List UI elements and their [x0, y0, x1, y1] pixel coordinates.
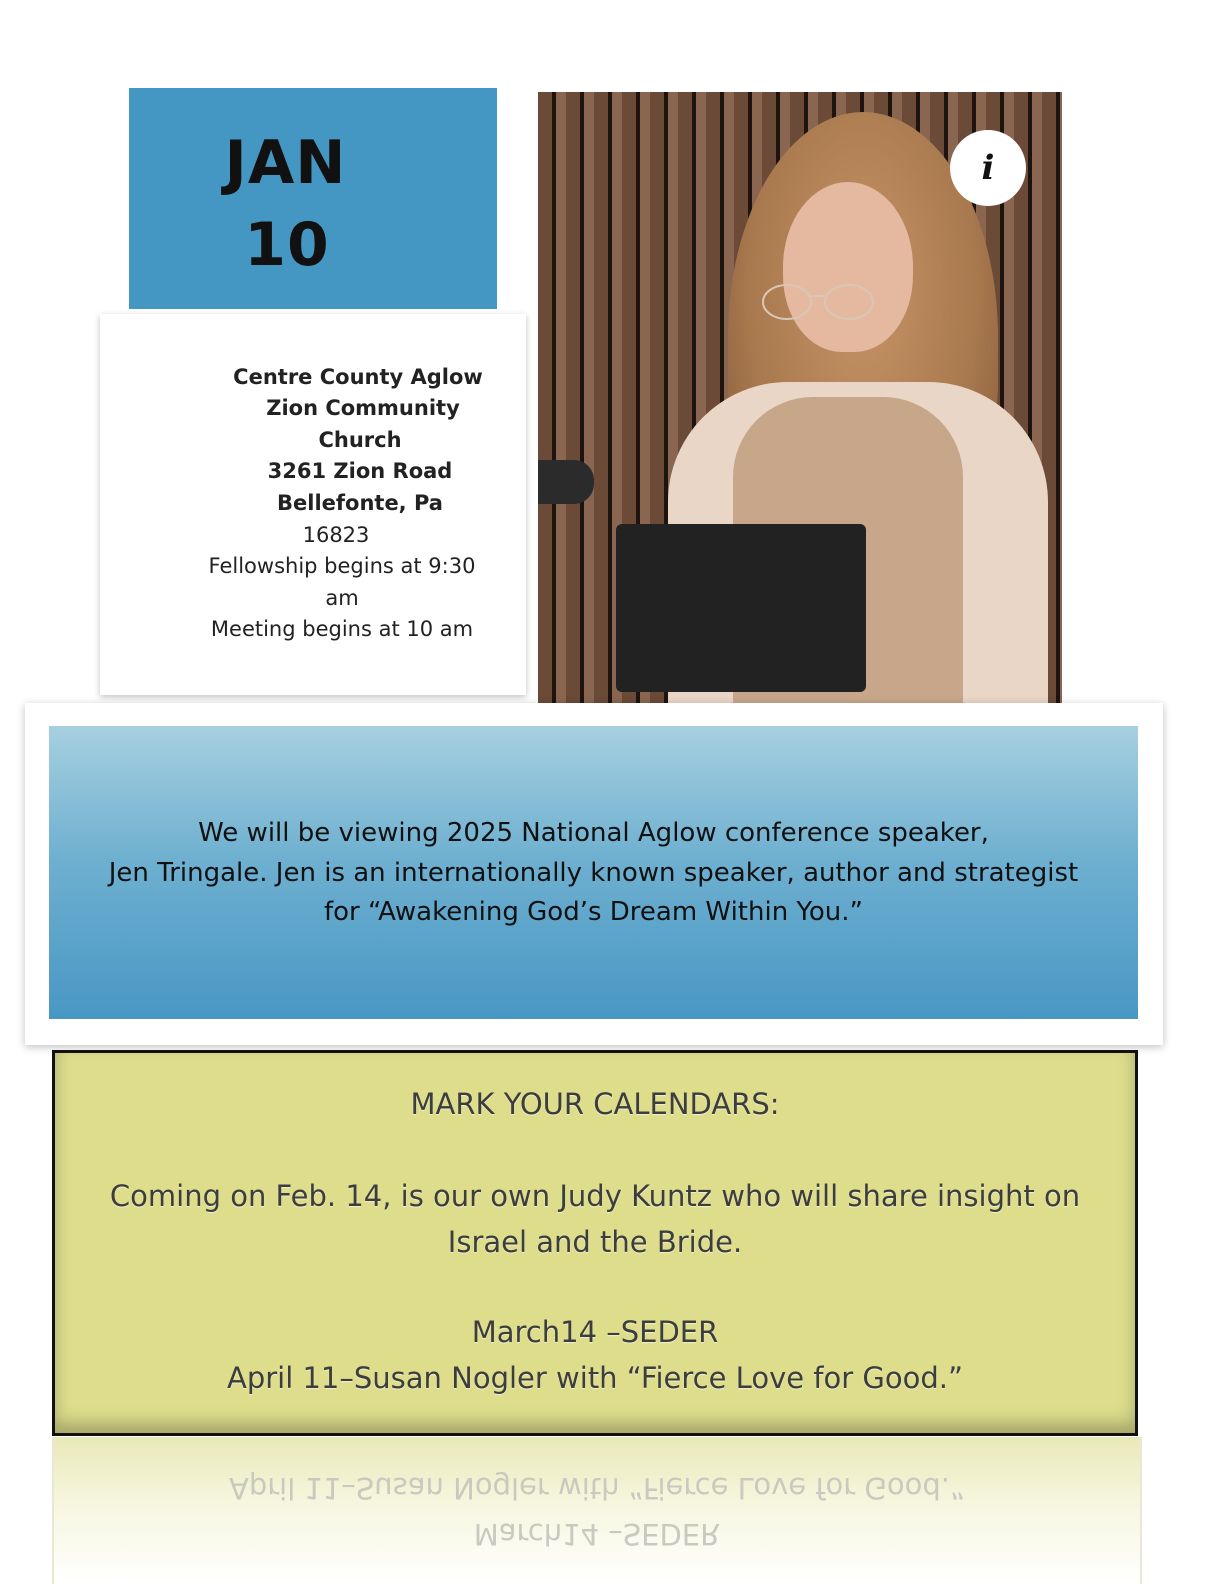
feb-event-line2: Israel and the Bride. [447, 1225, 743, 1259]
calendar-heading: MARK YOUR CALENDARS: [410, 1087, 780, 1121]
calendar-reflection [52, 1437, 1142, 1584]
fellowship-time-suffix: am [325, 586, 359, 610]
announcement-line2: Jen Tringale. Jen is an internationally known speaker, author and strategist [108, 858, 1079, 888]
date-box [129, 88, 497, 309]
info-icon[interactable]: i [950, 130, 1026, 206]
announcement-panel [49, 726, 1138, 1019]
church-name-line2: Church [318, 428, 402, 452]
feb-event-line1: Coming on Feb. 14, is our own Judy Kuntz who will share insight on [109, 1179, 1081, 1213]
venue-card [100, 314, 526, 695]
city-state: Bellefonte, Pa [277, 491, 443, 515]
microphone [538, 460, 594, 504]
church-name-line1: Zion Community [266, 396, 460, 420]
speaker-photo [538, 92, 1062, 707]
announcement-line1: We will be viewing 2025 National Aglow conference speaker, [198, 818, 989, 848]
date-month: JAN [224, 128, 347, 198]
meeting-time: Meeting begins at 10 am [210, 617, 474, 641]
date-day: 10 [244, 210, 330, 280]
fellowship-time: Fellowship begins at 9:30 [208, 554, 476, 578]
street-address: 3261 Zion Road [267, 459, 453, 483]
calendar-box [52, 1050, 1138, 1436]
glasses [760, 282, 878, 322]
march-event: March14 –SEDER [471, 1315, 719, 1349]
org-name: Centre County Aglow [233, 365, 483, 389]
zip-code: 16823 [302, 523, 370, 547]
announcement-line3: for “Awakening God’s Dream Within You.” [324, 897, 863, 927]
speaker-face [783, 182, 913, 352]
reflection-march: March14 –SEDER [473, 1517, 721, 1551]
reflection-april: April 11–Susan Nogler with “Fierce Love for Good.” [228, 1471, 965, 1505]
april-event: April 11–Susan Nogler with “Fierce Love for Good.” [226, 1361, 963, 1395]
tablet [616, 524, 866, 692]
